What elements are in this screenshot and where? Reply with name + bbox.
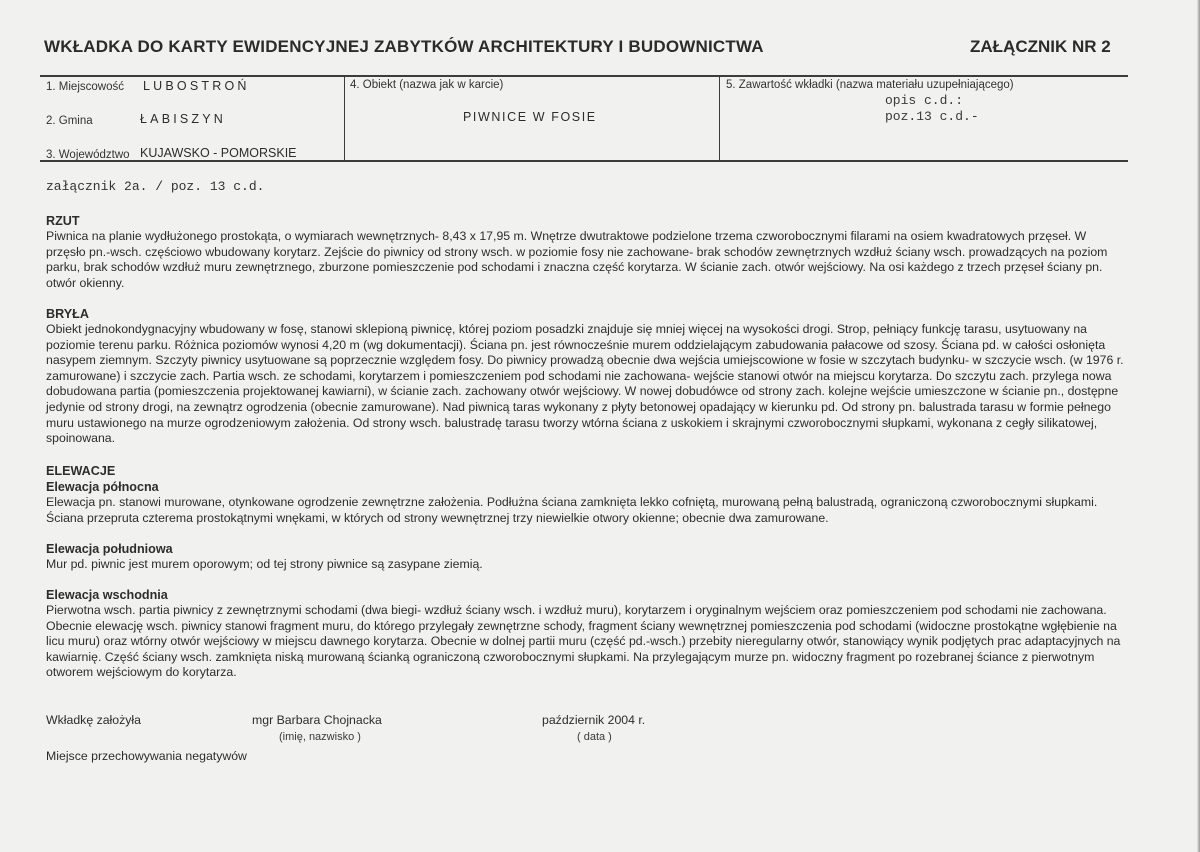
rzut-heading: RZUT: [46, 214, 80, 228]
bryla-text: Obiekt jednokondygnacyjny wbudowany w fosę, stanowi sklepioną piwnicę, której poziom posadzki znajduje się mniej więcej na wysokości drogi. Strop, pełniący funkcję tarasu, usytuowany na poziomie terenu parku. Różnica poziomów wynosi 4,20 m (wg dokumentacji). Ściana pn. jest równocześnie murem oddzielającym zabudowania pałacowe od szosy. Ściana pd. w całości osłonięta nasypem ziemnym. Szczyty piwnicy usytuowane są poprzecznie względem fosy. Do piwnicy prowadzą obecnie dwa wejścia umiejscowione w fosie w szczytach budynku- w szczycie wsch. (w 1976 r. zamurowane) i szczycie zach. Partia wsch. ze schodami, korytarzem i pomieszczeniem pod schodami nie zachowana- wejście stanowi otwór na miejscu korytarza. Do szczytu zach. przylega nowa dobudowana partia (pomieszczenia projektowanej kawiarni), w ścianie zach. zachowany otwór wejściowy. W nowej dobudówce od strony zach. kolejne wejście umieszczone w ścianie pn., dostępne jedynie od strony drogi, na zewnątrz ogrodzenia (obecnie zamurowane). Nad piwnicą taras wykonany z płyty betonowej opadający w kierunku pd. Od strony pn. balustrada tarasu w formie pełnego muru ustawionego na murze ogrodzeniowym założenia. Od strony wsch. balustradę tarasu tworzy wtórna ściana z uskokiem i skrajnymi czworobocznymi słupkami, wykonana z cegły silikatowej, spoinowana.: [46, 322, 1124, 446]
locality-label: 1. Miejscowość: [46, 81, 124, 93]
commune-value: ŁABISZYN: [140, 112, 227, 126]
south-text: Mur pd. piwnic jest murem oporowym; od tej strony piwnice są zasypane ziemią.: [46, 557, 483, 571]
locality-value: LUBOSTROŃ: [143, 79, 250, 93]
commune-label: 2. Gmina: [46, 115, 93, 127]
elewacje-heading: ELEWACJE: [46, 464, 116, 478]
contents-line-1: opis c.d.:: [885, 93, 964, 108]
prepared-by-label: Wkładkę założyła: [46, 713, 141, 727]
section-bryla: [46, 306, 1126, 447]
table-top-border: [40, 75, 1128, 77]
reference-line: załącznik 2a. / poz. 13 c.d.: [46, 179, 265, 194]
table-bottom-border: [40, 160, 1128, 162]
document-title: WKŁADKA DO KARTY EWIDENCYJNEJ ZABYTKÓW ARCHITEKTURY I BUDOWNICTWA: [44, 37, 764, 56]
east-text: Pierwotna wsch. partia piwnicy z zewnętrznymi schodami (dwa biegi- wzdłuż ściany wsch. i wzdłuż muru), korytarzem i oryginalnym wejściem oraz pomieszczeniem pod schodami nie zachowana. Obecnie elewację wsch. piwnicy stanowi fragment muru, do którego przylegały zewnętrzne schody, fragment ściany wewnętrznej pomieszczenia pod schodami (widoczne prostokątne wgłębienie na licu muru) oraz wtórny otwór wejściowy w miejscu dawnego korytarza. Obecnie w dolnej partii muru (część pd.-wsch.) przebity nieregularny otwór, stanowiący wynik podjętych prac adaptacyjnych na kawiarnię. Część ściany wsch. zamknięta niską murowaną ścianką ograniczoną czworobocznymi słupkami. Na przylegającym murze pn. widoczny fragment po rozebranej ściance z pierwotnym otworem wejściowym do korytarza.: [46, 603, 1121, 680]
south-heading: Elewacja południowa: [46, 542, 173, 556]
rzut-text: Piwnica na planie wydłużonego prostokąta, o wymiarach wewnętrznych- 8,43 x 17,95 m. Wnętrze dwutraktowe podzielone trzema czworobocznymi filarami na osiem kwadratowych przęseł. W przęsło pn.-wsch. częściowo wbudowany korytarz. Zejście do piwnicy od strony wsch. w poziomie fosy nie zachowane- brak schodów zewnętrznych wzdłuż ściany wsch. prowadzących na poziom parku, brak schodów wzdłuż muru zewnętrznego, zburzone pomieszczenie pod schodami i znaczna część korytarza. W ścianie zach. otwór wejściowy. Na osi każdego z trzech przęseł ściany pn. otwór okienny.: [46, 229, 1108, 290]
north-heading: Elewacja północna: [46, 480, 159, 494]
section-elewacje: [46, 463, 1126, 526]
object-label: 4. Obiekt (nazwa jak w karcie): [350, 79, 504, 91]
section-south: [46, 541, 1126, 573]
section-rzut: [46, 213, 1126, 291]
author-name: mgr Barbara Chojnacka: [252, 713, 382, 727]
voivodeship-value: KUJAWSKO - POMORSKIE: [140, 146, 297, 160]
east-heading: Elewacja wschodnia: [46, 588, 168, 602]
contents-label: 5. Zawartość wkładki (nazwa materiału uzupełniającego): [726, 79, 1014, 91]
bryla-heading: BRYŁA: [46, 307, 89, 321]
voivodeship-label: 3. Województwo: [46, 149, 130, 161]
contents-line-2: poz.13 c.d.-: [885, 109, 979, 124]
column-divider-1: [344, 75, 345, 161]
date-caption: ( data ): [577, 731, 612, 743]
north-text: Elewacja pn. stanowi murowane, otynkowane ogrodzenie zewnętrzne założenia. Podłużna ściana zamknięta lekko cofniętą, murowaną pełną balustradą, ograniczoną czworobocznymi słupkami. Ściana przeprutа czterema prostokątnymi wnękami, w których od strony wewnętrznej trzy niewielkie otwory okienne; obecnie dwa zamurowane.: [46, 495, 1098, 525]
negatives-location-label: Miejsce przechowywania negatywów: [46, 749, 247, 763]
section-east: [46, 587, 1126, 681]
date-value: październik 2004 r.: [542, 713, 646, 727]
object-value: PIWNICE W FOSIE: [463, 110, 597, 124]
author-caption: (imię, nazwisko ): [279, 731, 361, 743]
column-divider-2: [719, 75, 720, 161]
annex-number: ZAŁĄCZNIK NR 2: [970, 37, 1111, 56]
